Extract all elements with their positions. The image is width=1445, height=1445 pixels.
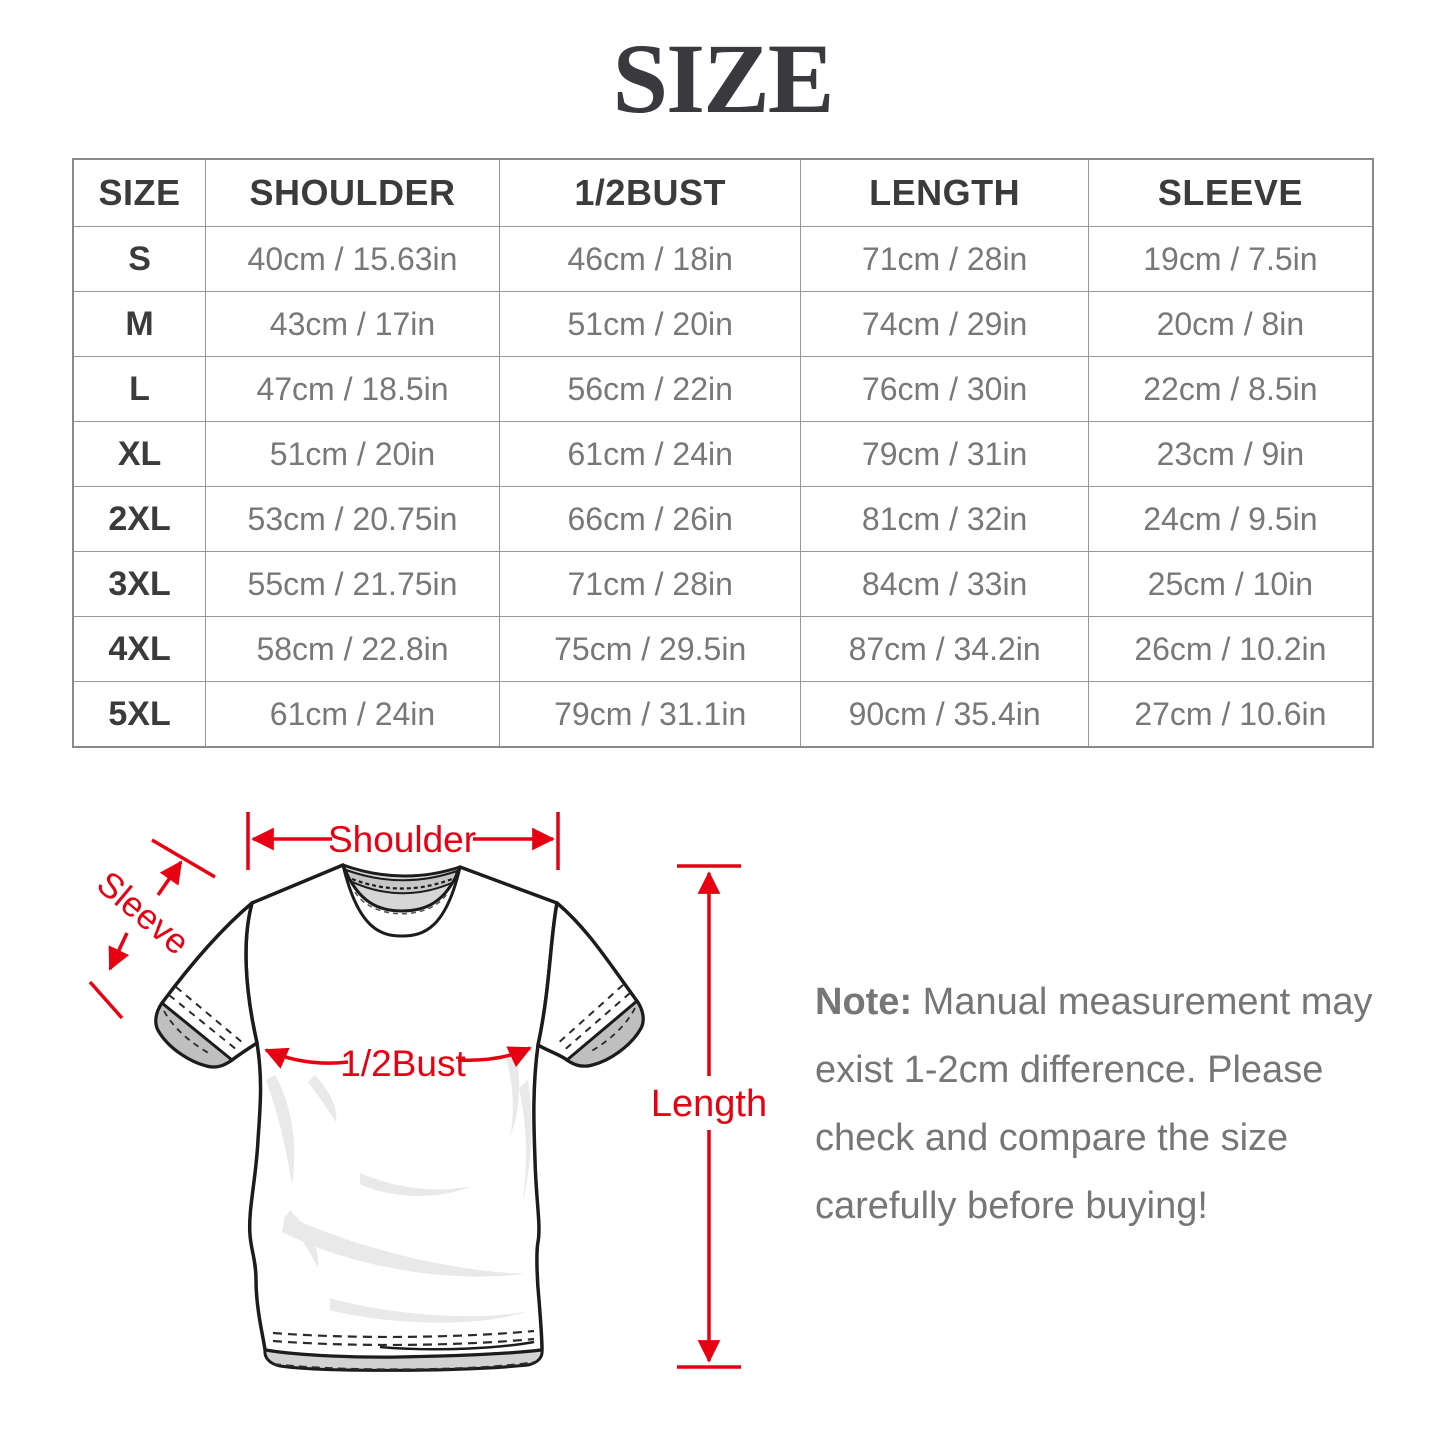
table-row-3xl — [73, 552, 1373, 617]
note-prefix: Note: — [815, 981, 913, 1023]
cell-bust: 51cm / 20in — [499, 292, 801, 357]
cell-length: 84cm / 33in — [801, 552, 1088, 617]
table-row-4xl — [73, 617, 1373, 682]
cell-sleeve: 27cm / 10.6in — [1088, 682, 1373, 748]
bust-label: 1/2Bust — [340, 1043, 466, 1084]
cell-bust: 61cm / 24in — [499, 422, 801, 487]
table-row-2xl — [73, 487, 1373, 552]
cell-length: 71cm / 28in — [801, 227, 1088, 292]
tshirt-illustration — [156, 865, 643, 1370]
header-length: LENGTH — [801, 159, 1088, 227]
cell-length: 90cm / 35.4in — [801, 682, 1088, 748]
cell-shoulder: 40cm / 15.63in — [206, 227, 500, 292]
cell-sleeve: 24cm / 9.5in — [1088, 487, 1373, 552]
note-text: Manual measurement may — [922, 981, 1373, 1023]
cell-shoulder: 61cm / 24in — [206, 682, 500, 748]
cell-size: 3XL — [73, 552, 206, 617]
table-row-l — [73, 357, 1373, 422]
cell-length: 76cm / 30in — [801, 357, 1088, 422]
table-row-xl — [73, 422, 1373, 487]
cell-shoulder: 51cm / 20in — [206, 422, 500, 487]
cell-size: 4XL — [73, 617, 206, 682]
cell-length: 79cm / 31in — [801, 422, 1088, 487]
cell-bust: 71cm / 28in — [499, 552, 801, 617]
table-header-row — [73, 159, 1373, 227]
cell-size: XL — [73, 422, 206, 487]
table-row-5xl — [73, 682, 1373, 748]
cell-shoulder: 53cm / 20.75in — [206, 487, 500, 552]
page-title: SIZE — [612, 23, 833, 134]
cell-length: 74cm / 29in — [801, 292, 1088, 357]
header-shoulder: SHOULDER — [206, 159, 500, 227]
cell-sleeve: 26cm / 10.2in — [1088, 617, 1373, 682]
measurement-note — [815, 968, 1375, 1240]
cell-length: 81cm / 32in — [801, 487, 1088, 552]
cell-bust: 46cm / 18in — [499, 227, 801, 292]
cell-shoulder: 55cm / 21.75in — [206, 552, 500, 617]
size-chart-table — [72, 158, 1374, 748]
cell-shoulder: 47cm / 18.5in — [206, 357, 500, 422]
cell-sleeve: 25cm / 10in — [1088, 552, 1373, 617]
note-line: check and compare the size — [815, 1117, 1289, 1159]
header-sleeve: SLEEVE — [1088, 159, 1373, 227]
note-line: exist 1-2cm difference. Please — [815, 1049, 1324, 1091]
length-label: Length — [650, 1083, 768, 1125]
cell-length: 87cm / 34.2in — [801, 617, 1088, 682]
tshirt-measurement-diagram — [60, 780, 780, 1440]
cell-sleeve: 20cm / 8in — [1088, 292, 1373, 357]
cell-size: 2XL — [73, 487, 206, 552]
header-size: SIZE — [73, 159, 206, 227]
cell-bust: 66cm / 26in — [499, 487, 801, 552]
cell-size: L — [73, 357, 206, 422]
cell-shoulder: 58cm / 22.8in — [206, 617, 500, 682]
note-line: carefully before buying! — [815, 1185, 1208, 1227]
cell-sleeve: 23cm / 9in — [1088, 422, 1373, 487]
sleeve-label: Sleeve — [89, 863, 197, 963]
shoulder-label: Shoulder — [327, 819, 477, 860]
cell-sleeve: 22cm / 8.5in — [1088, 357, 1373, 422]
cell-size: 5XL — [73, 682, 206, 748]
table-row-m — [73, 292, 1373, 357]
cell-sleeve: 19cm / 7.5in — [1088, 227, 1373, 292]
cell-bust: 56cm / 22in — [499, 357, 801, 422]
cell-size: S — [73, 227, 206, 292]
note-line — [815, 968, 1375, 1036]
header-bust: 1/2BUST — [499, 159, 801, 227]
cell-bust: 75cm / 29.5in — [499, 617, 801, 682]
cell-shoulder: 43cm / 17in — [206, 292, 500, 357]
table-row-s — [73, 227, 1373, 292]
cell-size: M — [73, 292, 206, 357]
cell-bust: 79cm / 31.1in — [499, 682, 801, 748]
